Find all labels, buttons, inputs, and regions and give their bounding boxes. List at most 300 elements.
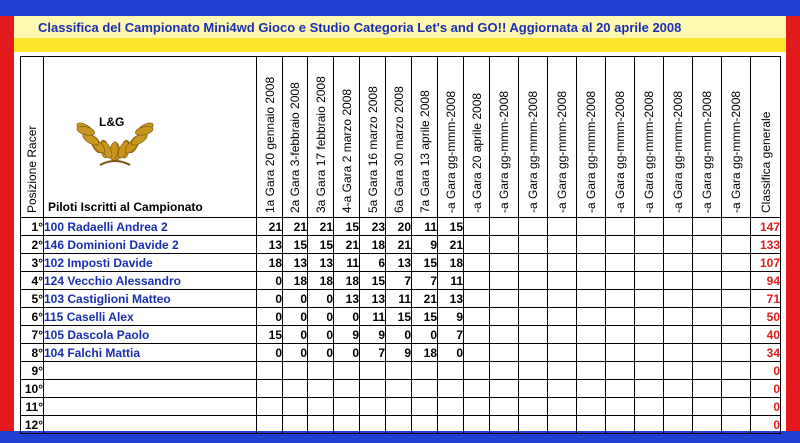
header-gara-label: 3a Gara 17 febbraio 2008 [313,76,328,213]
score-cell [412,362,438,380]
score-cell: 0 [438,344,464,362]
score-cell: 0 [308,326,334,344]
score-cell: 11 [360,308,386,326]
pilot-name-cell: 100 Radaelli Andrea 2 [44,218,257,236]
score-cell [519,308,548,326]
score-cell [722,308,751,326]
pilot-name-cell [44,362,257,380]
pilot-name-cell: 105 Dascola Paolo [44,326,257,344]
pilot-name-cell [44,380,257,398]
score-cell: 11 [386,290,412,308]
score-cell [464,308,490,326]
score-cell [693,326,722,344]
score-cell: 9 [386,344,412,362]
score-cell: 15 [360,272,386,290]
header-gara-4 [334,57,360,218]
header-gara-label: 1a Gara 20 gennaio 2008 [262,76,277,213]
score-cell: 15 [308,236,334,254]
score-cell [577,290,606,308]
score-cell: 21 [257,218,283,236]
score-cell: 0 [308,308,334,326]
total-cell: 0 [751,416,781,434]
score-cell: 15 [257,326,283,344]
score-cell [664,398,693,416]
score-cell: 13 [438,290,464,308]
score-cell [722,218,751,236]
score-cell [548,416,577,434]
score-cell [464,218,490,236]
score-cell [577,254,606,272]
position-cell: 5° [21,290,44,308]
score-cell [490,398,519,416]
score-cell: 21 [412,290,438,308]
score-cell [548,344,577,362]
score-cell: 18 [283,272,308,290]
score-cell: 11 [438,272,464,290]
header-gara-10 [490,57,519,218]
score-cell [577,308,606,326]
pilot-name-cell [44,398,257,416]
score-cell [438,380,464,398]
score-cell [490,416,519,434]
header-piloti [44,57,257,218]
score-cell [606,416,635,434]
header-gara-label: -a Gara gg-mmm-2008 [642,90,656,213]
score-cell: 7 [386,272,412,290]
score-cell: 18 [412,344,438,362]
score-cell [334,398,360,416]
header-gara-11 [519,57,548,218]
header-gara-3 [308,57,334,218]
header-gara-1 [257,57,283,218]
score-cell [693,362,722,380]
score-cell [693,344,722,362]
pilot-name-cell: 146 Dominioni Davide 2 [44,236,257,254]
score-cell [283,362,308,380]
total-cell: 133 [751,236,781,254]
score-cell: 7 [360,344,386,362]
score-cell: 9 [334,326,360,344]
score-cell: 0 [283,290,308,308]
score-cell [577,416,606,434]
score-cell: 15 [334,218,360,236]
score-cell [490,308,519,326]
score-cell [464,416,490,434]
score-cell: 21 [308,218,334,236]
score-cell: 15 [412,254,438,272]
score-cell: 21 [386,236,412,254]
score-cell [548,236,577,254]
score-cell [519,272,548,290]
score-cell [386,380,412,398]
table-row [21,416,781,434]
score-cell [722,290,751,308]
header-gara-label: -a Gara gg-mmm-2008 [555,90,569,213]
score-cell [519,236,548,254]
score-cell [283,416,308,434]
table-row [21,398,781,416]
table-row [21,362,781,380]
score-cell [606,236,635,254]
page-title: Classifica del Campionato Mini4wd Gioco e Studio Categoria Let's and GO!! Aggiornata al 20 aprile 2008 [38,19,682,35]
score-cell [606,218,635,236]
total-cell: 34 [751,344,781,362]
score-cell [334,362,360,380]
score-cell [464,290,490,308]
score-cell [664,254,693,272]
score-cell [577,344,606,362]
score-cell [693,308,722,326]
score-cell: 0 [412,326,438,344]
score-cell [635,362,664,380]
score-cell [664,308,693,326]
header-gara-5 [360,57,386,218]
score-cell [548,398,577,416]
score-cell [577,236,606,254]
header-gara-label: -a Gara gg-mmm-2008 [584,90,598,213]
score-cell [635,308,664,326]
score-cell [257,416,283,434]
table-body [21,218,781,434]
score-cell [722,344,751,362]
score-cell [464,236,490,254]
score-cell [308,362,334,380]
score-cell [635,398,664,416]
header-gara-17 [693,57,722,218]
score-cell [722,380,751,398]
score-cell [693,236,722,254]
score-cell [606,326,635,344]
score-cell [635,416,664,434]
score-cell [438,362,464,380]
table-row [21,344,781,362]
score-cell [519,416,548,434]
score-cell: 13 [308,254,334,272]
score-cell [334,416,360,434]
score-cell [577,326,606,344]
score-cell [464,254,490,272]
header-gara-label: 4-a Gara 2 marzo 2008 [339,88,354,213]
score-cell: 18 [360,236,386,254]
score-cell [464,344,490,362]
header-gara-label: 2a Gara 3-febbraio 2008 [288,82,302,213]
score-cell [519,290,548,308]
header-gara-18 [722,57,751,218]
header-gara-8 [438,57,464,218]
score-cell [438,416,464,434]
score-cell [519,254,548,272]
score-cell: 0 [283,326,308,344]
score-cell [606,398,635,416]
pilot-name-cell: 102 Imposti Davide [44,254,257,272]
score-cell: 0 [283,308,308,326]
score-cell: 21 [438,236,464,254]
score-cell: 13 [283,254,308,272]
position-cell: 12° [21,416,44,434]
table-row [21,290,781,308]
score-cell [438,398,464,416]
score-cell: 23 [360,218,386,236]
position-cell: 2° [21,236,44,254]
top-blue-bar [0,0,800,16]
score-cell [490,290,519,308]
score-cell [548,326,577,344]
header-gara-label: -a Gara gg-mmm-2008 [526,90,540,213]
score-cell: 11 [412,218,438,236]
table-row [21,218,781,236]
header-piloti-label: Piloti Iscritti al Campionato [48,200,203,214]
score-cell [635,326,664,344]
score-cell: 18 [257,254,283,272]
score-cell [548,290,577,308]
score-cell: 13 [360,290,386,308]
pilot-name-cell: 124 Vecchio Alessandro [44,272,257,290]
header-gara-label: -a Gara 20 aprile 2008 [469,92,484,213]
score-cell: 18 [438,254,464,272]
score-cell [257,398,283,416]
score-cell [490,380,519,398]
header-gara-label: -a Gara gg-mmm-2008 [729,90,743,213]
score-cell [464,326,490,344]
score-cell [464,398,490,416]
score-cell [693,416,722,434]
header-gara-7 [412,57,438,218]
header-posizione [21,57,44,218]
score-cell [519,344,548,362]
score-cell [635,290,664,308]
pilot-name-cell: 104 Falchi Mattia [44,344,257,362]
score-cell [412,380,438,398]
header-totale-label: Classifica generale [758,111,773,213]
score-cell [412,416,438,434]
score-cell [606,380,635,398]
score-cell [412,398,438,416]
position-cell: 7° [21,326,44,344]
score-cell [664,326,693,344]
score-cell [722,416,751,434]
score-cell [548,272,577,290]
score-cell [464,380,490,398]
score-cell [635,218,664,236]
table-row [21,326,781,344]
total-cell: 147 [751,218,781,236]
score-cell [722,254,751,272]
header-gara-label: 6a Gara 30 marzo 2008 [391,86,406,213]
table-row [21,308,781,326]
score-cell: 15 [283,236,308,254]
score-cell [464,272,490,290]
score-cell [386,416,412,434]
score-cell: 7 [412,272,438,290]
score-cell [577,380,606,398]
score-cell [693,218,722,236]
score-cell [360,398,386,416]
header-gara-6 [386,57,412,218]
header-gara-13 [577,57,606,218]
score-cell: 13 [386,254,412,272]
score-cell [693,254,722,272]
score-cell [360,362,386,380]
score-cell [548,380,577,398]
score-cell: 0 [257,344,283,362]
header-gara-label: -a Gara gg-mmm-2008 [497,90,511,213]
score-cell [548,254,577,272]
score-cell [693,380,722,398]
score-cell [693,398,722,416]
score-cell [722,362,751,380]
position-cell: 9° [21,362,44,380]
score-cell: 18 [334,272,360,290]
score-cell: 13 [334,290,360,308]
score-cell: 0 [257,272,283,290]
score-cell [664,416,693,434]
score-cell [490,218,519,236]
score-cell [519,398,548,416]
position-cell: 6° [21,308,44,326]
table-row [21,272,781,290]
score-cell: 21 [334,236,360,254]
score-cell [548,362,577,380]
score-cell [577,362,606,380]
score-cell: 0 [283,344,308,362]
score-cell: 0 [334,344,360,362]
score-cell: 0 [386,326,412,344]
header-row [21,57,781,218]
score-cell: 0 [308,290,334,308]
header-gara-9 [464,57,490,218]
score-cell: 7 [438,326,464,344]
header-gara-label: -a Gara gg-mmm-2008 [613,90,627,213]
position-cell: 11° [21,398,44,416]
score-cell [490,344,519,362]
score-cell [635,236,664,254]
score-cell [548,308,577,326]
table-row [21,236,781,254]
score-cell [308,398,334,416]
total-cell: 50 [751,308,781,326]
position-cell: 10° [21,380,44,398]
score-cell [519,380,548,398]
score-cell [606,254,635,272]
score-cell: 20 [386,218,412,236]
title-row [14,16,786,38]
score-cell [386,362,412,380]
score-cell [606,344,635,362]
total-cell: 40 [751,326,781,344]
score-cell: 0 [334,308,360,326]
score-cell [577,218,606,236]
header-gara-label: -a Gara gg-mmm-2008 [671,90,685,213]
score-cell [606,272,635,290]
score-cell: 11 [334,254,360,272]
pilot-name-cell: 115 Caselli Alex [44,308,257,326]
score-cell [360,380,386,398]
header-gara-label: 7a Gara 13 aprile 2008 [417,90,432,213]
score-cell [664,362,693,380]
score-cell [664,344,693,362]
score-cell [519,218,548,236]
score-cell [635,254,664,272]
score-cell [606,362,635,380]
header-posizione-label: Posizione Racer [25,125,39,213]
score-cell: 0 [257,308,283,326]
standings-table [20,56,781,434]
score-cell [722,398,751,416]
score-cell: 18 [308,272,334,290]
table-row [21,254,781,272]
score-cell [490,254,519,272]
score-cell [490,326,519,344]
score-cell [283,380,308,398]
score-cell [519,362,548,380]
score-cell [722,236,751,254]
score-cell [664,236,693,254]
logo-text: L&G [99,115,125,129]
score-cell: 9 [360,326,386,344]
score-cell: 13 [257,236,283,254]
score-cell [360,416,386,434]
score-cell [283,398,308,416]
position-cell: 1° [21,218,44,236]
score-cell [664,272,693,290]
position-cell: 3° [21,254,44,272]
score-cell [519,326,548,344]
score-cell [664,290,693,308]
table-row [21,380,781,398]
score-cell [490,236,519,254]
yellow-band [14,38,786,52]
header-classifica-generale [751,57,781,218]
total-cell: 0 [751,398,781,416]
header-gara-label: -a Gara gg-mmm-2008 [700,90,714,213]
score-cell [490,272,519,290]
score-cell [334,380,360,398]
score-cell [577,272,606,290]
score-cell: 9 [438,308,464,326]
score-cell: 0 [257,290,283,308]
header-gara-15 [635,57,664,218]
score-cell [490,362,519,380]
header-gara-12 [548,57,577,218]
score-cell: 15 [412,308,438,326]
score-cell [693,290,722,308]
score-cell [635,344,664,362]
total-cell: 0 [751,362,781,380]
score-cell [664,380,693,398]
score-cell [308,380,334,398]
position-cell: 4° [21,272,44,290]
score-cell [693,272,722,290]
score-cell [606,308,635,326]
score-cell: 0 [308,344,334,362]
total-cell: 0 [751,380,781,398]
score-cell: 21 [283,218,308,236]
total-cell: 107 [751,254,781,272]
score-cell [386,398,412,416]
score-cell [577,398,606,416]
total-cell: 71 [751,290,781,308]
score-cell [308,416,334,434]
pilot-name-cell: 103 Castiglioni Matteo [44,290,257,308]
score-cell [635,380,664,398]
score-cell [722,326,751,344]
score-cell: 15 [386,308,412,326]
header-gara-14 [606,57,635,218]
score-cell: 15 [438,218,464,236]
score-cell [257,380,283,398]
header-gara-label: -a Gara gg-mmm-2008 [443,90,458,213]
header-gara-16 [664,57,693,218]
